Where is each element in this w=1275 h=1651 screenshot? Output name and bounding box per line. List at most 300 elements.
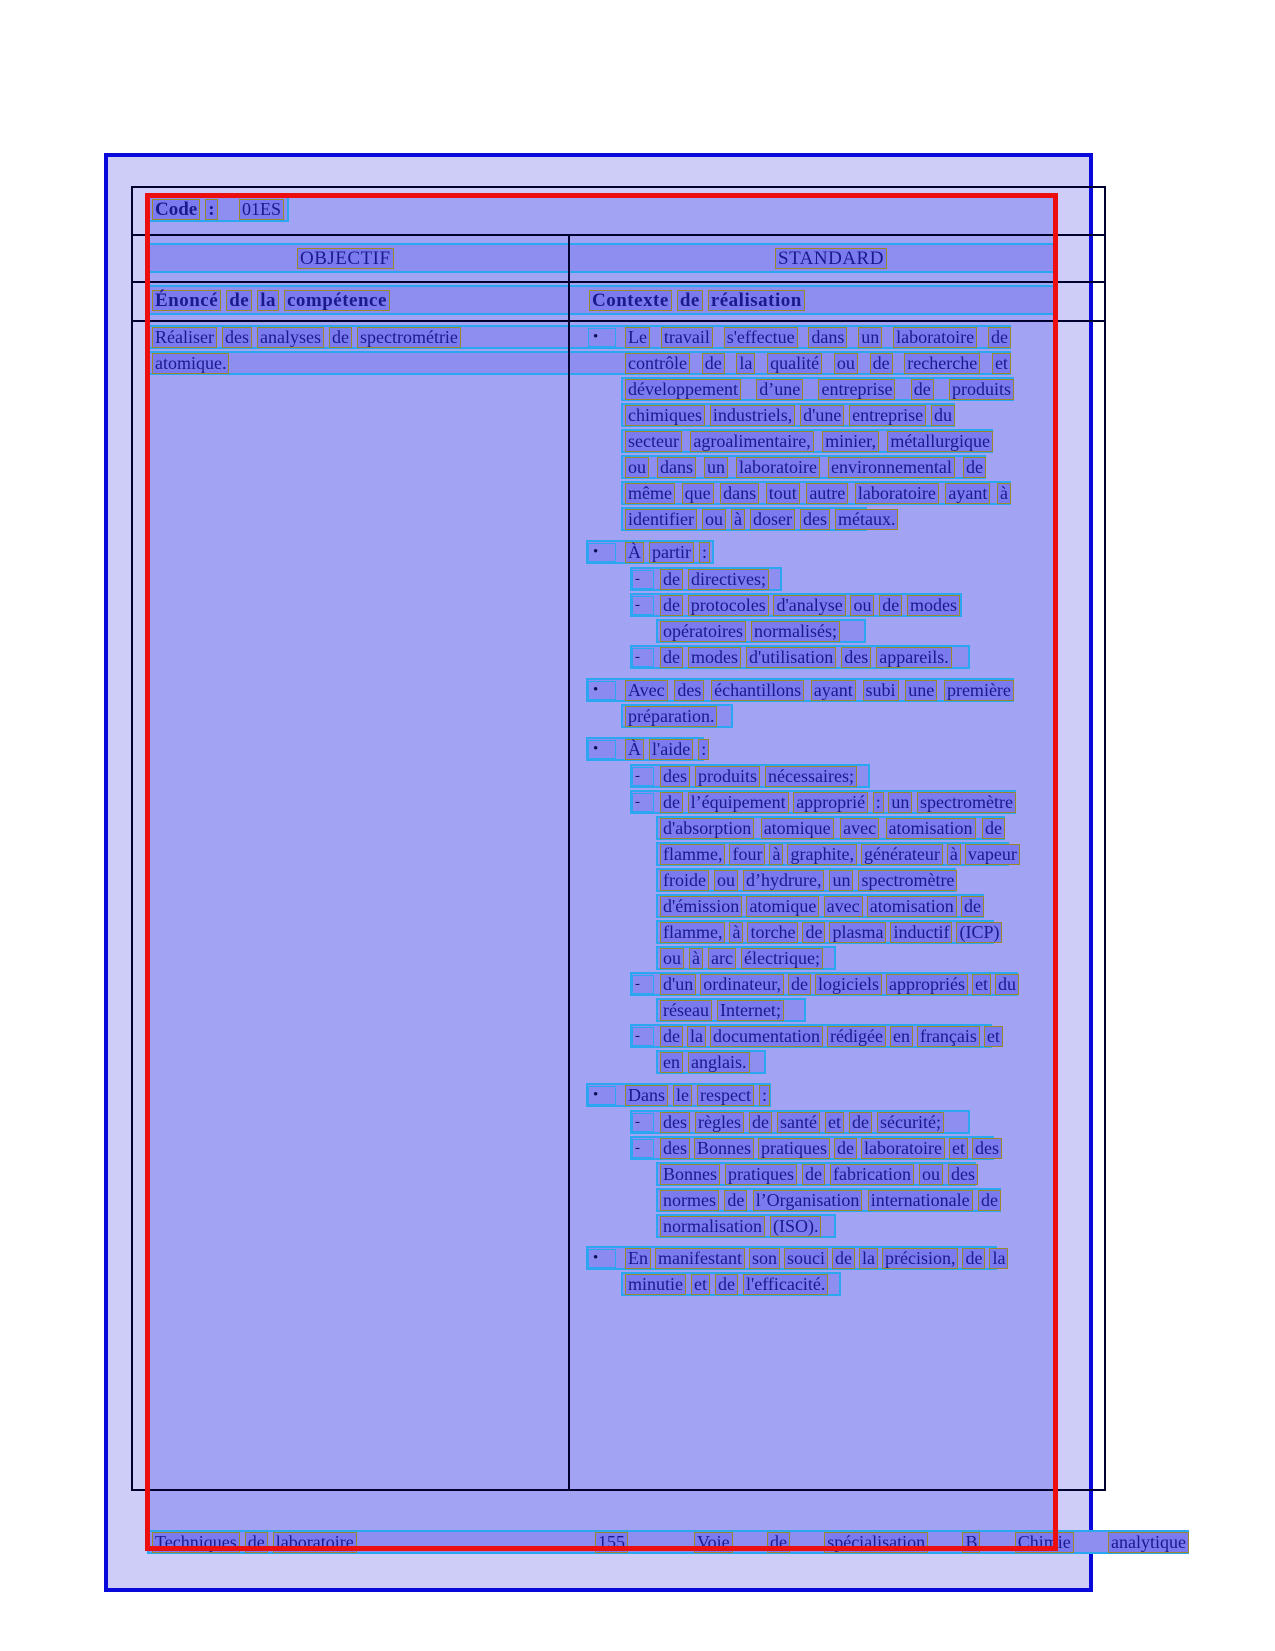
word-box: réalisation [708,290,805,311]
word-box: À [625,739,644,760]
word-box: normes [660,1190,719,1211]
word-box: métaux. [835,509,898,530]
ocr-segment [660,948,823,968]
dash-icon: - [632,648,654,667]
word-box: d’une [756,379,803,400]
word-box: de [660,647,683,668]
word-box: arc [708,948,736,969]
word-box: de [660,1026,683,1047]
word-box: spectrométrie [357,327,461,348]
word-box: directives; [688,569,769,590]
ocr-line [147,1530,1189,1554]
ocr-segment [239,198,284,220]
bullet-icon: • [588,543,616,562]
ocr-segment [152,198,218,220]
dash-icon: - [632,767,654,786]
word-box: d'émission [660,896,742,917]
word-box: laboratoire [736,457,820,478]
word-box: pratiques [758,1138,830,1159]
word-box: d'absorption [660,818,754,839]
word-box: graphite, [787,844,856,865]
bullet-icon: • [588,1249,616,1268]
word-box: En [625,1248,651,1269]
ocr-segment [632,1026,654,1046]
word-box: subi [863,680,899,701]
word-box: avec [840,818,879,839]
word-box: atomique. [152,353,229,374]
word-box: de [911,379,934,400]
word-box: internationale [868,1190,973,1211]
word-box: À [625,542,644,563]
ocr-segment [588,680,616,700]
word-box: fabrication [830,1164,914,1185]
word-box: des [841,647,871,668]
ocr-segment [660,1137,999,1158]
table-row-line-2 [131,281,1106,283]
ocr-segment [625,483,1011,503]
ocr-line [630,1024,1000,1048]
ocr-segment [632,595,654,615]
ocr-line [630,593,962,617]
word-box: laboratoire [273,1532,357,1553]
word-box: d’hydrure, [743,870,824,891]
word-box: laboratoire [861,1138,945,1159]
word-box: de [849,1112,872,1133]
word-box: des [660,1138,690,1159]
word-box: d'utilisation [746,647,836,668]
ocr-segment [632,1138,654,1158]
word-box: la [257,290,279,311]
ocr-line [656,868,956,892]
word-box: OBJECTIF [297,248,394,269]
word-box: d'analyse [773,595,845,616]
ocr-line [147,196,289,222]
word-box: l'aide [649,739,693,760]
ocr-line [656,842,1017,866]
ocr-segment [588,327,616,347]
ocr-segment [660,1190,1001,1210]
word-box: et [992,353,1011,374]
word-box: de [715,1274,738,1295]
word-box: analytique [1108,1532,1189,1553]
ocr-segment [660,595,960,615]
word-box: pratiques [725,1164,797,1185]
word-box: de [832,1248,855,1269]
word-box: ou [660,948,684,969]
word-box: des [948,1164,978,1185]
word-box: sécurité; [877,1112,944,1133]
ocr-line [656,816,1005,840]
word-box: Internet; [717,1000,784,1021]
word-box: l’équipement [688,792,789,813]
word-box: l’Organisation [753,1190,863,1211]
word-box: appareils. [876,647,951,668]
ocr-line [630,1110,970,1134]
word-box: Chimie [1015,1532,1074,1553]
word-box: à [947,844,961,865]
word-box: du [995,974,1019,995]
word-box: four [729,844,765,865]
word-box: la [989,1248,1008,1269]
word-box: (ICP) [956,922,1002,943]
ocr-segment [625,431,993,451]
ocr-segment [660,870,957,890]
word-box: du [931,405,955,426]
ocr-line [656,1188,1001,1212]
word-box: atomisation [867,896,957,917]
ocr-segment [775,245,887,271]
word-box: la [736,353,755,374]
word-box: et [984,1026,1003,1047]
word-box: identifier [625,509,697,530]
ocr-segment [588,1248,616,1268]
ocr-line [630,972,1018,996]
dash-icon: - [632,596,654,615]
word-box: des [972,1138,1002,1159]
word-box: torche [747,922,798,943]
ocr-segment [632,792,654,812]
word-box: travail [661,327,713,348]
word-box: règles [695,1112,744,1133]
ocr-segment [595,1532,628,1552]
word-box: un [888,792,912,813]
ocr-segment [660,766,857,786]
word-box: froide [660,870,709,891]
word-box: documentation [710,1026,823,1047]
word-box: atomique [746,896,819,917]
word-box: de [749,1112,772,1133]
ocr-line [147,351,1011,375]
ocr-line [656,1214,836,1238]
ocr-segment [660,647,952,667]
ocr-segment [625,739,709,759]
word-box: doser [750,509,795,530]
word-box: souci [784,1248,828,1269]
ocr-line [586,678,1014,702]
ocr-segment [660,1000,784,1020]
word-box: de [988,327,1011,348]
ocr-line [147,325,1011,349]
word-box: STANDARD [775,248,887,269]
word-box: à [769,844,783,865]
word-box: dans [657,457,696,478]
bullet-icon: • [588,1086,616,1105]
word-box: protocoles [688,595,769,616]
ocr-line [586,1083,771,1107]
word-box: une [905,680,937,701]
word-box: des [222,327,252,348]
word-box: des [674,680,704,701]
word-box: de [226,290,252,311]
ocr-segment [632,569,654,589]
word-box: plasma [829,922,886,943]
word-box: de [660,595,683,616]
ocr-segment [625,680,1014,700]
word-box: nécessaires; [765,766,857,787]
word-box: de [961,896,984,917]
ocr-segment [625,379,1014,399]
word-box: : [698,739,709,760]
word-box: manifestant [655,1248,745,1269]
ocr-line [656,1162,976,1186]
ocr-segment [152,353,229,373]
table-column-divider [568,234,570,1491]
word-box: spécialisation [824,1532,928,1553]
ocr-segment [632,974,654,994]
word-box: entreprise [849,405,926,426]
ocr-segment [625,327,1011,347]
word-box: Réaliser [152,327,217,348]
ocr-line [630,764,870,788]
word-box: vapeur [965,844,1020,865]
word-box: échantillons [711,680,804,701]
word-box: qualité [767,353,822,374]
word-box: atomisation [886,818,976,839]
word-box: normalisés; [751,621,840,642]
word-box: approprié [793,792,868,813]
ocr-segment [660,621,840,641]
ocr-line [630,790,1016,814]
word-box: inductif [890,922,952,943]
word-box: de [245,1532,268,1553]
word-box: de [788,974,811,995]
word-box: entreprise [818,379,895,400]
ocr-segment [625,1274,828,1294]
word-box: ou [714,870,738,891]
ocr-line [586,737,707,761]
word-box: de [870,353,893,374]
word-box: : [873,792,884,813]
word-box: analyses [257,327,324,348]
ocr-segment [660,1052,750,1072]
ocr-segment [588,1085,616,1105]
word-box: de [879,595,902,616]
word-box: préparation. [625,706,717,727]
word-box: des [660,1112,690,1133]
word-box: son [749,1248,780,1269]
word-box: 01ES [239,199,284,220]
ocr-segment [660,843,1017,864]
word-box: contrôle [625,353,690,374]
word-box: produits [949,379,1014,400]
ocr-segment [660,974,1018,994]
ocr-segment [660,1164,978,1184]
ocr-segment [625,1085,770,1105]
word-box: d'un [660,974,696,995]
word-box: générateur [861,844,943,865]
ocr-segment [625,1247,1006,1268]
word-box: ou [850,595,874,616]
word-box: appropriés [886,974,968,995]
ocr-segment [625,706,717,726]
dash-icon: - [632,975,654,994]
table-row-line-3 [131,320,1106,322]
word-box: Bonnes [660,1164,720,1185]
ocr-line [621,455,986,479]
word-box: développement [625,379,741,400]
word-box: dans [808,327,847,348]
table-border-left [131,186,133,1491]
word-box: ou [702,509,726,530]
word-box: secteur [625,431,682,452]
word-box: Voie [694,1532,733,1553]
word-box: tout [766,483,800,504]
word-box: réseau [660,1000,712,1021]
word-box: 155 [595,1532,628,1553]
ocr-segment [625,457,986,477]
ocr-line [621,1272,841,1296]
ocr-line [656,998,806,1022]
word-box: la [687,1026,706,1047]
word-box: produits [695,766,760,787]
word-box: compétence [284,290,390,311]
word-box: Bonnes [694,1138,754,1159]
word-box: à [731,509,745,530]
word-box: Énoncé [152,290,221,311]
word-box: : [699,542,710,563]
word-box: modes [688,647,741,668]
word-box: ou [834,353,858,374]
word-box: laboratoire [893,327,977,348]
word-box: normalisation [660,1216,765,1237]
word-box: autre [806,483,848,504]
ocr-line [656,1050,766,1074]
ocr-line [656,619,866,643]
ocr-segment [152,1532,357,1552]
word-box: : [205,199,217,220]
word-box: chimiques [625,405,705,426]
word-box: avec [824,896,863,917]
ocr-line [630,1136,999,1160]
word-box: ordinateur, [700,974,784,995]
word-box: B [962,1532,980,1553]
word-box: français [917,1026,980,1047]
word-box: précision, [882,1248,958,1269]
word-box: Le [625,327,650,348]
word-box: Code [152,199,200,220]
word-box: même [625,483,675,504]
word-box: environnemental [828,457,955,478]
word-box: de [660,792,683,813]
word-box: modes [907,595,960,616]
ocr-segment [660,569,769,589]
ocr-segment [625,353,1011,373]
word-box: de [329,327,352,348]
table-border-top [131,186,1106,188]
ocr-segment [660,1025,1000,1046]
ocr-segment [694,1532,1189,1552]
bullet-icon: • [588,328,616,347]
word-box: ou [625,457,649,478]
word-box: et [691,1274,710,1295]
word-box: un [704,457,728,478]
ocr-segment [632,1112,654,1132]
ocr-line [621,481,1011,505]
word-box: métallurgique [887,431,993,452]
ocr-line [586,1246,1006,1270]
word-box: Dans [625,1085,668,1106]
word-box: laboratoire [855,483,939,504]
word-box: atomique [761,818,834,839]
ocr-segment [589,287,805,313]
ocr-segment [588,542,616,562]
word-box: de [962,1248,985,1269]
ocr-line [586,540,714,564]
word-box: flamme, [660,844,725,865]
ocr-segment [660,921,1000,942]
ocr-segment [660,818,1005,838]
ocr-segment [625,542,710,562]
ocr-segment [660,896,984,916]
dash-icon: - [632,570,654,589]
word-box: de [802,1164,825,1185]
dash-icon: - [632,1027,654,1046]
word-box: ayant [811,680,856,701]
ocr-segment [588,739,616,759]
word-box: agroalimentaire, [690,431,813,452]
word-box: l'efficacité. [743,1274,828,1295]
word-box: de [724,1190,747,1211]
word-box: de [677,290,703,311]
word-box: spectromètre [917,792,1016,813]
word-box: dans [720,483,759,504]
word-box: et [949,1138,968,1159]
word-box: que [682,483,714,504]
word-box: santé [777,1112,820,1133]
word-box: d'une [800,405,844,426]
ocr-line [621,377,1014,401]
word-box: et [825,1112,844,1133]
word-box: de [963,457,986,478]
table-row-line-1 [131,234,1106,236]
word-box: à [729,922,743,943]
ocr-line [656,946,836,970]
ocr-line [656,894,984,918]
word-box: Avec [625,680,668,701]
word-box: la [859,1248,878,1269]
bullet-icon: • [588,740,616,759]
ocr-segment [625,509,898,529]
word-box: de [660,569,683,590]
word-box: en [660,1052,683,1073]
word-box: en [890,1026,913,1047]
word-box: recherche [904,353,980,374]
word-box: ayant [945,483,990,504]
word-box: un [858,327,882,348]
word-box: des [800,509,830,530]
ocr-segment [297,245,394,271]
word-box: s'effectue [724,327,798,348]
word-box: de [834,1138,857,1159]
word-box: respect [697,1085,754,1106]
ocr-segment [632,766,654,786]
ocr-segment [152,327,461,347]
word-box: de [802,922,825,943]
word-box: Techniques [152,1532,240,1553]
ocr-segment [660,1216,821,1236]
ocr-line [147,243,1057,273]
ocr-segment [660,1112,944,1132]
word-box: spectromètre [858,870,957,891]
word-box: industriels, [710,405,796,426]
word-box: : [759,1085,770,1106]
ocr-segment [632,647,654,667]
word-box: de [978,1190,1001,1211]
ocr-segment [152,287,390,313]
word-box: électrique; [741,948,823,969]
word-box: ou [919,1164,943,1185]
word-box: logiciels [815,974,882,995]
